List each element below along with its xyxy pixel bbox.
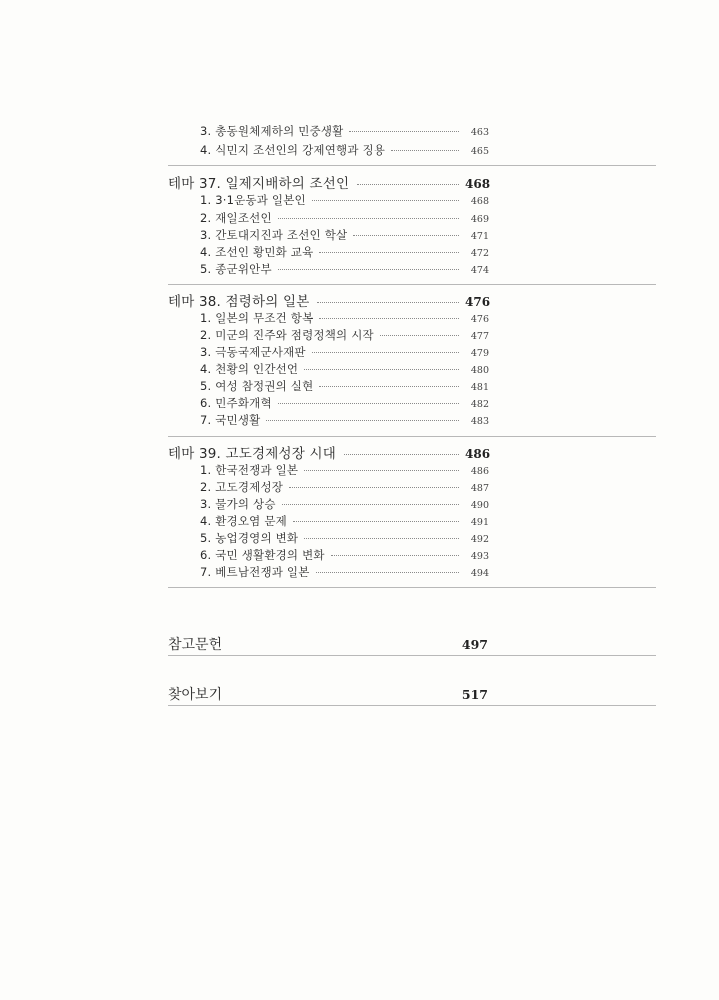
entry-label: 3. 간토대지진과 조선인 학살 <box>200 228 348 242</box>
entry-page: 476 <box>470 314 489 325</box>
dot-leader <box>278 269 459 270</box>
entry-label: 7. 베트남전쟁과 일본 <box>200 565 310 579</box>
dot-leader <box>282 504 459 505</box>
entry-label: 2. 미군의 진주와 점령정책의 시작 <box>200 328 374 342</box>
dot-leader <box>319 386 459 387</box>
dot-leader <box>380 335 459 336</box>
dot-leader <box>317 302 459 303</box>
entry-page: 472 <box>470 248 489 259</box>
entry-label: 3. 총동원체제하의 민중생활 <box>200 124 344 138</box>
dot-leader <box>331 555 459 556</box>
dot-leader <box>278 218 459 219</box>
entry-page: 487 <box>470 483 489 494</box>
entry-page: 494 <box>470 568 489 579</box>
entry-page: 468 <box>470 196 489 207</box>
toc-entry <box>200 192 489 211</box>
theme-title: 테마 37. 일제지배하의 조선인 <box>168 176 350 192</box>
entry-label: 2. 재일조선인 <box>200 211 272 225</box>
entry-page: 474 <box>470 265 489 276</box>
back-matter-entry <box>168 684 488 704</box>
entry-page: 477 <box>470 331 489 342</box>
entry-page: 491 <box>470 517 489 528</box>
theme-page: 486 <box>465 447 491 461</box>
entry-label: 6. 민주화개혁 <box>200 396 272 410</box>
entry-label: 1. 한국전쟁과 일본 <box>200 463 299 477</box>
entry-page: 469 <box>470 214 489 225</box>
dot-leader <box>316 572 459 573</box>
entry-label: 4. 조선인 황민화 교육 <box>200 245 314 259</box>
dot-leader <box>304 369 459 370</box>
section-divider <box>168 705 656 706</box>
dot-leader <box>304 470 459 471</box>
entry-page: 486 <box>470 466 489 477</box>
entry-page: 471 <box>470 231 489 242</box>
dot-leader <box>353 235 459 236</box>
theme-heading <box>168 290 489 312</box>
entry-label: 5. 농업경영의 변화 <box>200 531 299 545</box>
entry-label: 6. 국민 생활환경의 변화 <box>200 548 325 562</box>
dot-leader <box>266 420 459 421</box>
section-divider <box>168 165 656 166</box>
toc-entry <box>200 412 489 431</box>
references-label: 참고문헌 <box>168 637 223 653</box>
entry-label: 4. 식민지 조선인의 강제연행과 징용 <box>200 143 386 157</box>
index-page: 517 <box>461 687 488 702</box>
dot-leader <box>312 352 459 353</box>
entry-page: 465 <box>470 146 489 157</box>
toc-entry <box>200 564 489 583</box>
entry-label: 1. 일본의 무조건 항복 <box>200 311 314 325</box>
entry-label: 3. 극동국제군사재판 <box>200 345 306 359</box>
dot-leader <box>312 200 459 201</box>
section-divider <box>168 655 656 656</box>
dot-leader <box>344 454 459 455</box>
entry-label: 2. 고도경제성장 <box>200 480 284 494</box>
dot-leader <box>289 487 459 488</box>
theme-title: 테마 39. 고도경제성장 시대 <box>168 446 336 462</box>
index-label: 찾아보기 <box>168 687 223 703</box>
theme-page: 468 <box>465 177 491 191</box>
section-divider <box>168 284 656 285</box>
entry-label: 5. 여성 참정권의 실현 <box>200 379 314 393</box>
entry-page: 480 <box>470 365 489 376</box>
entry-page: 463 <box>470 127 489 138</box>
dot-leader <box>278 403 459 404</box>
toc-entry <box>200 123 489 142</box>
dot-leader <box>319 252 459 253</box>
entry-page: 483 <box>470 416 489 427</box>
theme-page: 476 <box>465 295 491 309</box>
section-divider <box>168 436 656 437</box>
entry-label: 4. 천황의 인간선언 <box>200 362 299 376</box>
entry-page: 493 <box>470 551 489 562</box>
back-matter-entry <box>168 634 488 654</box>
toc-entry <box>200 261 489 280</box>
section-divider <box>168 587 656 588</box>
entry-page: 490 <box>470 500 489 511</box>
dot-leader <box>293 521 459 522</box>
toc-entry <box>200 142 489 161</box>
dot-leader <box>319 318 459 319</box>
dot-leader <box>349 131 459 132</box>
theme-heading <box>168 442 489 464</box>
dot-leader <box>304 538 459 539</box>
entry-page: 479 <box>470 348 489 359</box>
entry-label: 1. 3·1운동과 일본인 <box>200 193 306 207</box>
dot-leader <box>391 150 459 151</box>
theme-heading <box>168 172 489 194</box>
entry-label: 7. 국민생활 <box>200 413 261 427</box>
dot-leader <box>357 184 459 185</box>
entry-page: 481 <box>470 382 489 393</box>
entry-label: 5. 종군위안부 <box>200 262 272 276</box>
entry-page: 482 <box>470 399 489 410</box>
references-page: 497 <box>461 637 488 652</box>
entry-page: 492 <box>470 534 489 545</box>
entry-label: 3. 물가의 상승 <box>200 497 276 511</box>
theme-title: 테마 38. 점령하의 일본 <box>168 294 310 310</box>
entry-label: 4. 환경오염 문제 <box>200 514 287 528</box>
